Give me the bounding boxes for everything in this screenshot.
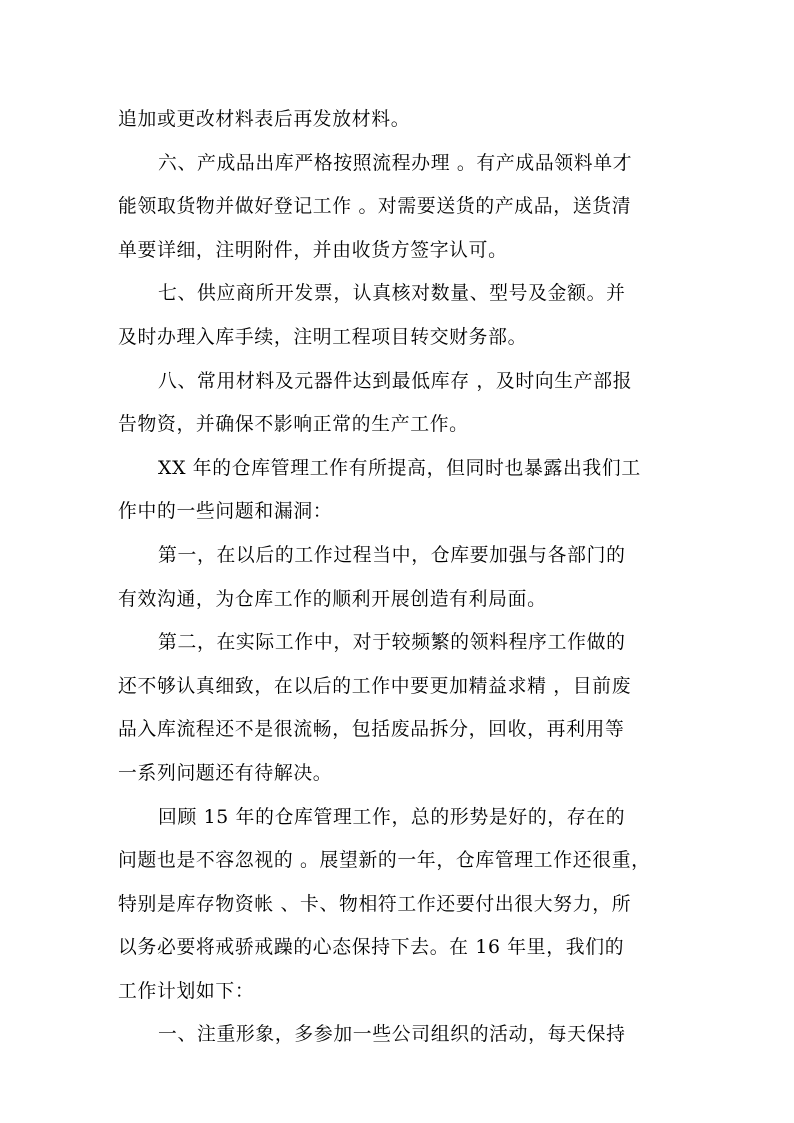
text-line: 回顾 15 年的仓库管理工作，总的形势是好的，存在的 <box>158 806 626 828</box>
text-line: 特别是库存物资帐 、卡、物相符工作还要付出很大努力，所 <box>118 893 632 915</box>
text-line: 第一，在以后的工作过程当中，仓库要加强与各部门的 <box>158 544 626 566</box>
text-line: 单要详细，注明附件，并由收货方签字认可。 <box>118 239 508 261</box>
text-line: 品入库流程还不是很流畅，包括废品拆分，回收，再利用等 <box>118 719 625 741</box>
text-line: 以务必要将戒骄戒躁的心态保持下去。在 16 年里，我们的 <box>118 937 625 959</box>
text-line: 工作计划如下： <box>118 980 255 1002</box>
text-line: 及时办理入库手续，注明工程项目转交财务部。 <box>118 326 528 348</box>
document-body <box>118 98 678 1057</box>
text-line: 第二，在实际工作中，对于较频繁的领料程序工作做的 <box>158 632 626 654</box>
text-line: 八、常用材料及元器件达到最低库存 ，及时向生产部报 <box>158 370 633 392</box>
text-line: 问题也是不容忽视的 。展望新的一年，仓库管理工作还很重， <box>118 850 651 872</box>
text-line: 七、供应商所开发票，认真核对数量、型号及金额。并 <box>158 283 626 305</box>
text-line: 还不够认真细致，在以后的工作中要更加精益求精 ，目前废 <box>118 675 632 697</box>
text-line: 追加或更改材料表后再发放材料。 <box>118 109 411 130</box>
text-line: 告物资，并确保不影响正常的生产工作。 <box>118 414 469 436</box>
text-line: 六、产成品出库严格按照流程办理 。有产成品领料单才 <box>158 152 633 174</box>
text-line: 能领取货物并做好登记工作 。对需要送货的产成品，送货清 <box>118 196 632 218</box>
text-line: XX 年的仓库管理工作有所提高，但同时也暴露出我们工 <box>158 457 641 479</box>
text-line: 一、注重形象，多参加一些公司组织的活动，每天保持 <box>158 1024 626 1046</box>
text-line: 作中的一些问题和漏洞： <box>118 501 333 523</box>
text-line: 有效沟通，为仓库工作的顺利开展创造有利局面。 <box>118 588 547 610</box>
text-line: 一系列问题还有待解决。 <box>118 762 333 784</box>
